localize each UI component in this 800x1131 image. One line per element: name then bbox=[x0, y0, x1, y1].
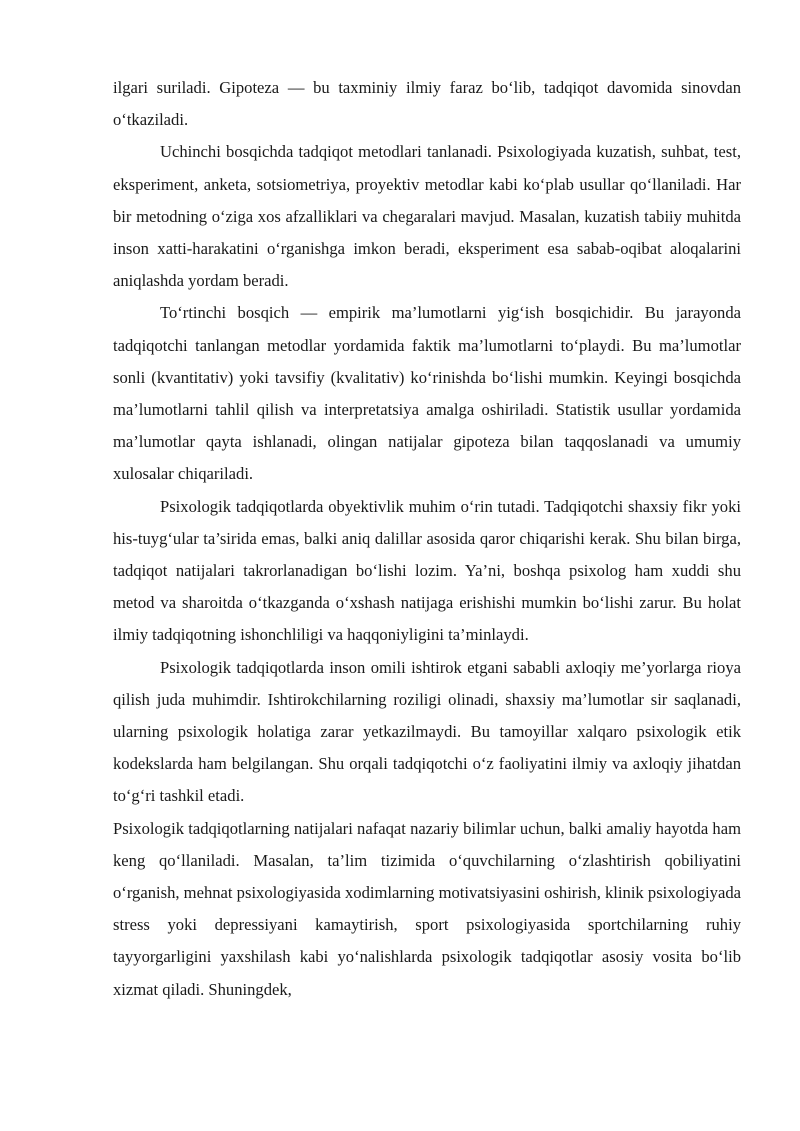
paragraph-2: Uchinchi bosqichda tadqiqot metodlari tanlanadi. Psixologiyada kuzatish, suhbat, test, eksperiment, anketa, sotsiometriya, proyektiv metodlar kabi ko‘plab usullar qo‘llaniladi. Har bir metodning o‘ziga xos afzalliklari va chegaralari mavjud. Masalan, kuzatish tabiiy muhitda inson xatti-harakatini o‘rganishga imkon beradi, eksperiment esa sabab-oqibat aloqalarini aniqlashda yordam beradi. bbox=[113, 142, 741, 291]
paragraph-4: Psixologik tadqiqotlarda obyektivlik muhim o‘rin tutadi. Tadqiqotchi shaxsiy fikr yoki his-tuyg‘ular ta’sirida emas, balki aniq dalillar asosida qaror chiqarishi kerak. Shu bilan birga, tadqiqot natijalari takrorlanadigan bo‘lishi lozim. Ya’ni, boshqa psixolog ham xuddi shu metod va sharoitda o‘tkazganda o‘xshash natijaga erishishi mumkin bo‘lishi zarur. Bu holat ilmiy tadqiqotning ishonchliligi va haqqoniyligini ta’minlaydi. bbox=[113, 496, 741, 645]
paragraph-3: To‘rtinchi bosqich — empirik ma’lumotlarni yig‘ish bosqichidir. Bu jarayonda tadqiqotchi tanlangan metodlar yordamida faktik ma’lumotlarni to‘playdi. Bu ma’lumotlar sonli (kvantitativ) yoki tavsifiy (kvalitativ) ko‘rinishda bo‘lishi mumkin. Keyingi bosqichda ma’lumotlarni tahlil qilish va interpretatsiya amalga oshiriladi. Statistik usullar yordamida ma’lumotlar qayta ishlanadi, olingan natijalar gipoteza bilan taqqoslanadi va umumiy xulosalar chiqariladi. bbox=[113, 303, 741, 484]
paragraph-6: Psixologik tadqiqotlarning natijalari nafaqat nazariy bilimlar uchun, balki amaliy hayotda ham keng qo‘llaniladi. Masalan, ta’lim tizimida o‘quvchilarning o‘zlashtirish qobiliyatini o‘rganish, mehnat psixologiyasida xodimlarning motivatsiyasini oshirish, klinik psixologiyada stress yoki depressiyani kamaytirish, sport psixologiyasida sportchilarning ruhiy tayyorgarligini yaxshilash kabi yo‘nalishlarda psixologik tadqiqotlar asosiy vosita bo‘lib xizmat qiladi. Shuningdek, bbox=[113, 818, 741, 999]
body-text bbox=[113, 72, 741, 1006]
paragraph-5: Psixologik tadqiqotlarda inson omili ishtirok etgani sababli axloqiy me’yorlarga rioya qilish juda muhimdir. Ishtirokchilarning roziligi olinadi, shaxsiy ma’lumotlar sir saqlanadi, ularning psixologik holatiga zarar yetkazilmaydi. Bu tamoyillar xalqaro psixologik etik kodekslarda ham belgilangan. Shu orqali tadqiqotchi o‘z faoliyatini ilmiy va axloqiy jihatdan to‘g‘ri tashkil etadi. bbox=[113, 657, 741, 806]
paragraph-1: ilgari suriladi. Gipoteza — bu taxminiy ilmiy faraz bo‘lib, tadqiqot davomida sinovdan o‘tkaziladi. bbox=[113, 78, 741, 130]
